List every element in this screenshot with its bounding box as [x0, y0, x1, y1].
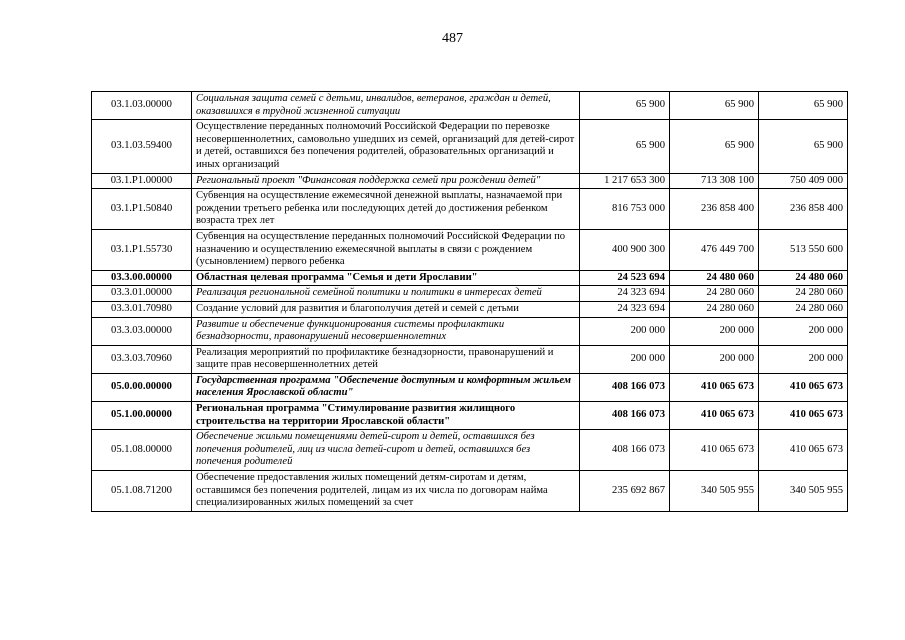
row-description-cell: Государственная программа "Обеспечение доступным и комфортным жильем населения Ярославской области" — [192, 373, 580, 401]
table-row — [92, 345, 848, 373]
row-description-cell: Областная целевая программа "Семья и дети Ярославии" — [192, 270, 580, 286]
row-code-cell: 05.0.00.00000 — [92, 373, 192, 401]
row-value-year3-cell: 410 065 673 — [759, 402, 848, 430]
row-code-cell: 03.3.01.00000 — [92, 286, 192, 302]
table-row — [92, 270, 848, 286]
row-value-year3-cell: 410 065 673 — [759, 373, 848, 401]
row-value-year2-cell: 410 065 673 — [670, 373, 759, 401]
row-value-year2-cell: 340 505 955 — [670, 471, 759, 512]
row-value-year3-cell: 65 900 — [759, 92, 848, 120]
row-value-year2-cell: 65 900 — [670, 92, 759, 120]
row-description-cell: Осуществление переданных полномочий Российской Федерации по перевозке несовершеннолетних, самовольно ушедших из семей, организаций для детей-сирот и детей, оставшихся без попечения родителей, образовательных организаций и иных организаций — [192, 120, 580, 173]
row-description-cell: Обеспечение предоставления жилых помещений детям-сиротам и детям, оставшимся без попечения родителей, лицам из их числа по договорам найма специализированных жилых помещений за счет — [192, 471, 580, 512]
row-value-year1-cell: 400 900 300 — [580, 229, 670, 270]
row-value-year3-cell: 24 280 060 — [759, 286, 848, 302]
row-description-cell: Региональный проект "Финансовая поддержка семей при рождении детей" — [192, 173, 580, 189]
row-code-cell: 03.1.P1.50840 — [92, 189, 192, 230]
row-value-year1-cell: 408 166 073 — [580, 373, 670, 401]
row-description-cell: Создание условий для развития и благополучия детей и семей с детьми — [192, 301, 580, 317]
row-value-year1-cell: 235 692 867 — [580, 471, 670, 512]
row-value-year3-cell: 410 065 673 — [759, 430, 848, 471]
table-row — [92, 471, 848, 512]
row-value-year3-cell: 65 900 — [759, 120, 848, 173]
row-code-cell: 03.3.03.00000 — [92, 317, 192, 345]
row-value-year2-cell: 24 280 060 — [670, 301, 759, 317]
table-row — [92, 286, 848, 302]
row-code-cell: 05.1.08.00000 — [92, 430, 192, 471]
row-value-year3-cell: 340 505 955 — [759, 471, 848, 512]
row-value-year1-cell: 24 323 694 — [580, 301, 670, 317]
table-row — [92, 189, 848, 230]
row-code-cell: 03.1.P1.55730 — [92, 229, 192, 270]
row-value-year3-cell: 236 858 400 — [759, 189, 848, 230]
row-code-cell: 03.3.00.00000 — [92, 270, 192, 286]
row-value-year1-cell: 65 900 — [580, 120, 670, 173]
row-value-year2-cell: 200 000 — [670, 345, 759, 373]
row-description-cell: Реализация региональной семейной политики и политики в интересах детей — [192, 286, 580, 302]
row-code-cell: 03.3.03.70960 — [92, 345, 192, 373]
row-description-cell: Субвенция на осуществление переданных полномочий Российской Федерации по назначению и осуществлению ежемесячной выплаты в связи с рождением (усыновлением) первого ребенка — [192, 229, 580, 270]
row-value-year2-cell: 410 065 673 — [670, 402, 759, 430]
table-row — [92, 92, 848, 120]
row-value-year2-cell: 24 280 060 — [670, 286, 759, 302]
row-code-cell: 03.1.03.00000 — [92, 92, 192, 120]
table-row — [92, 229, 848, 270]
row-value-year2-cell: 24 480 060 — [670, 270, 759, 286]
row-value-year3-cell: 24 480 060 — [759, 270, 848, 286]
row-value-year3-cell: 513 550 600 — [759, 229, 848, 270]
row-value-year2-cell: 713 308 100 — [670, 173, 759, 189]
table-row — [92, 301, 848, 317]
row-value-year1-cell: 408 166 073 — [580, 430, 670, 471]
row-value-year2-cell: 410 065 673 — [670, 430, 759, 471]
table-row — [92, 317, 848, 345]
row-description-cell: Региональная программа "Стимулирование развития жилищного строительства на территории Ярославской области" — [192, 402, 580, 430]
table-row — [92, 373, 848, 401]
row-description-cell: Развитие и обеспечение функционирования системы профилактики безнадзорности, правонарушений несовершеннолетних — [192, 317, 580, 345]
row-description-cell: Обеспечение жильми помещениями детей-сирот и детей, оставшихся без попечения родителей, лиц из числа детей-сирот и детей, оставшихся без попечения родителей — [192, 430, 580, 471]
budget-table — [91, 91, 848, 512]
row-value-year2-cell: 200 000 — [670, 317, 759, 345]
page-number: 487 — [442, 31, 463, 46]
row-description-cell: Социальная защита семей с детьми, инвалидов, ветеранов, граждан и детей, оказавшихся в трудной жизненной ситуации — [192, 92, 580, 120]
row-value-year1-cell: 200 000 — [580, 345, 670, 373]
budget-table-body — [92, 92, 848, 512]
table-row — [92, 402, 848, 430]
row-code-cell: 05.1.00.00000 — [92, 402, 192, 430]
row-code-cell: 03.1.P1.00000 — [92, 173, 192, 189]
row-value-year3-cell: 750 409 000 — [759, 173, 848, 189]
row-description-cell: Субвенция на осуществление ежемесячной денежной выплаты, назначаемой при рождении третьего ребенка или последующих детей до достижения ребенком возраста трех лет — [192, 189, 580, 230]
row-value-year2-cell: 476 449 700 — [670, 229, 759, 270]
table-row — [92, 173, 848, 189]
row-value-year1-cell: 200 000 — [580, 317, 670, 345]
row-value-year2-cell: 65 900 — [670, 120, 759, 173]
row-value-year1-cell: 24 323 694 — [580, 286, 670, 302]
row-value-year1-cell: 816 753 000 — [580, 189, 670, 230]
row-value-year1-cell: 24 523 694 — [580, 270, 670, 286]
table-row — [92, 120, 848, 173]
row-value-year2-cell: 236 858 400 — [670, 189, 759, 230]
row-code-cell: 03.1.03.59400 — [92, 120, 192, 173]
row-code-cell: 03.3.01.70980 — [92, 301, 192, 317]
row-value-year3-cell: 24 280 060 — [759, 301, 848, 317]
table-row — [92, 430, 848, 471]
row-value-year3-cell: 200 000 — [759, 317, 848, 345]
row-value-year3-cell: 200 000 — [759, 345, 848, 373]
row-value-year1-cell: 65 900 — [580, 92, 670, 120]
row-value-year1-cell: 1 217 653 300 — [580, 173, 670, 189]
row-description-cell: Реализация мероприятий по профилактике безнадзорности, правонарушений и защите прав несовершеннолетних детей — [192, 345, 580, 373]
row-value-year1-cell: 408 166 073 — [580, 402, 670, 430]
row-code-cell: 05.1.08.71200 — [92, 471, 192, 512]
